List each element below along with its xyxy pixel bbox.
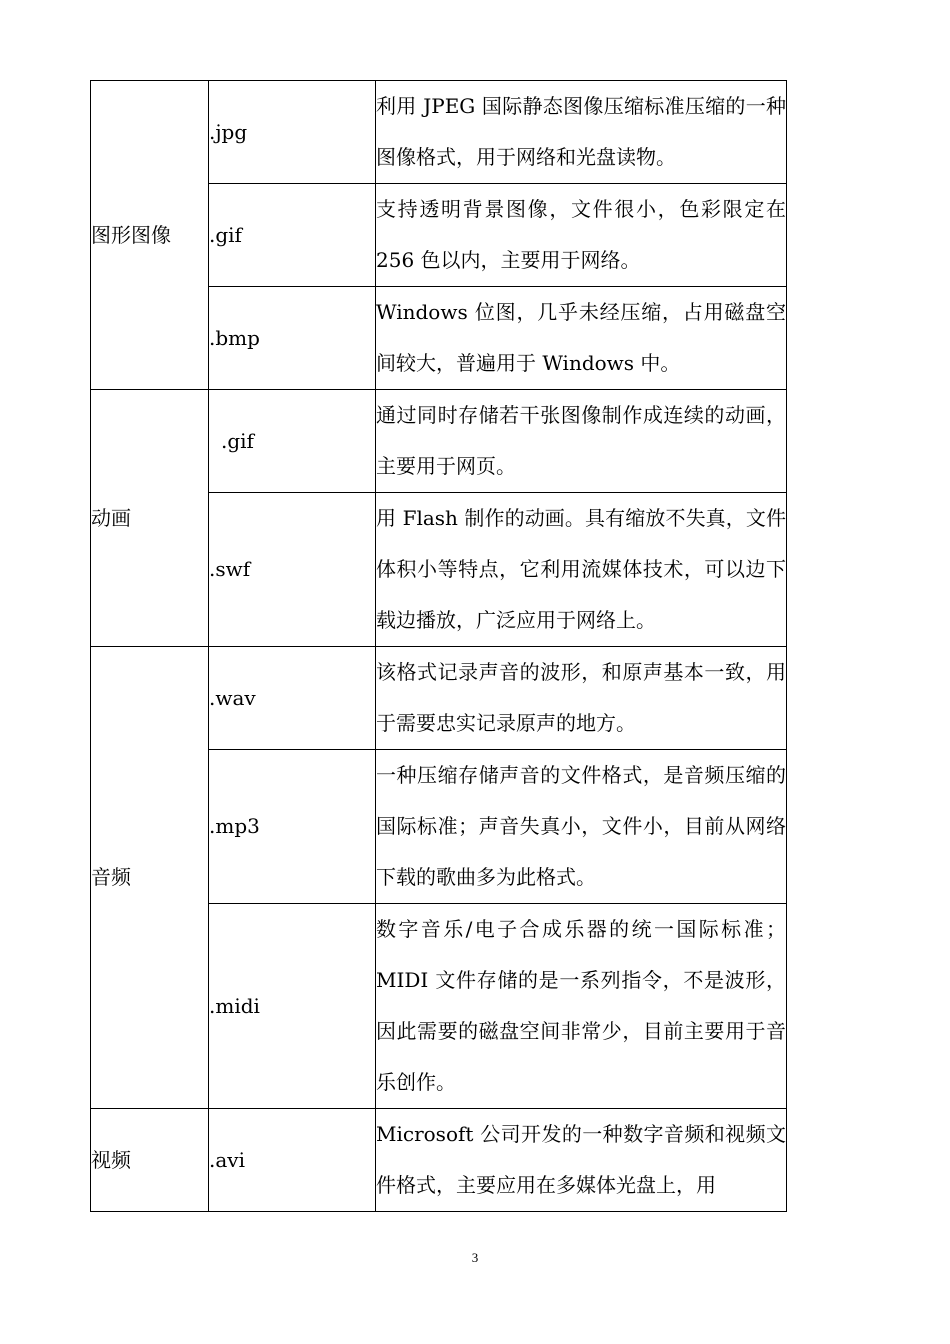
description-cell: 该格式记录声音的波形，和原声基本一致，用于需要忠实记录原声的地方。 (376, 647, 787, 750)
extension-cell: .mp3 (209, 750, 376, 904)
extension-cell: .bmp (209, 287, 376, 390)
description-cell: 数字音乐/电子合成乐器的统一国际标准；MIDI 文件存储的是一系列指令，不是波形，因此需要的磁盘空间非常少，目前主要用于音乐创作。 (376, 904, 787, 1109)
description-cell: 通过同时存储若干张图像制作成连续的动画，主要用于网页。 (376, 390, 787, 493)
extension-cell: .midi (209, 904, 376, 1109)
description-cell: 利用 JPEG 国际静态图像压缩标准压缩的一种图像格式，用于网络和光盘读物。 (376, 81, 787, 184)
table-row (91, 81, 787, 184)
description-cell: Microsoft 公司开发的一种数字音频和视频文件格式，主要应用在多媒体光盘上，用 (376, 1109, 787, 1212)
page-number: 3 (471, 1250, 479, 1265)
extension-cell: .swf (209, 493, 376, 647)
category-cell-image: 图形图像 (91, 81, 209, 390)
extension-cell: .wav (209, 647, 376, 750)
description-cell: 支持透明背景图像，文件很小，色彩限定在 256 色以内，主要用于网络。 (376, 184, 787, 287)
description-cell: 一种压缩存储声音的文件格式，是音频压缩的国际标准；声音失真小，文件小，目前从网络下载的歌曲多为此格式。 (376, 750, 787, 904)
extension-cell: .jpg (209, 81, 376, 184)
file-format-table (90, 80, 787, 1212)
category-cell-audio: 音频 (91, 647, 209, 1109)
table-row (91, 1109, 787, 1212)
category-cell-video: 视频 (91, 1109, 209, 1212)
table-row (91, 390, 787, 493)
description-cell: 用 Flash 制作的动画。具有缩放不失真，文件体积小等特点，它利用流媒体技术，可以边下载边播放，广泛应用于网络上。 (376, 493, 787, 647)
extension-cell: .gif (209, 390, 376, 493)
extension-cell: .gif (209, 184, 376, 287)
table-row (91, 647, 787, 750)
description-cell: Windows 位图，几乎未经压缩，占用磁盘空间较大，普遍用于 Windows 中。 (376, 287, 787, 390)
category-cell-animation: 动画 (91, 390, 209, 647)
extension-cell: .avi (209, 1109, 376, 1212)
